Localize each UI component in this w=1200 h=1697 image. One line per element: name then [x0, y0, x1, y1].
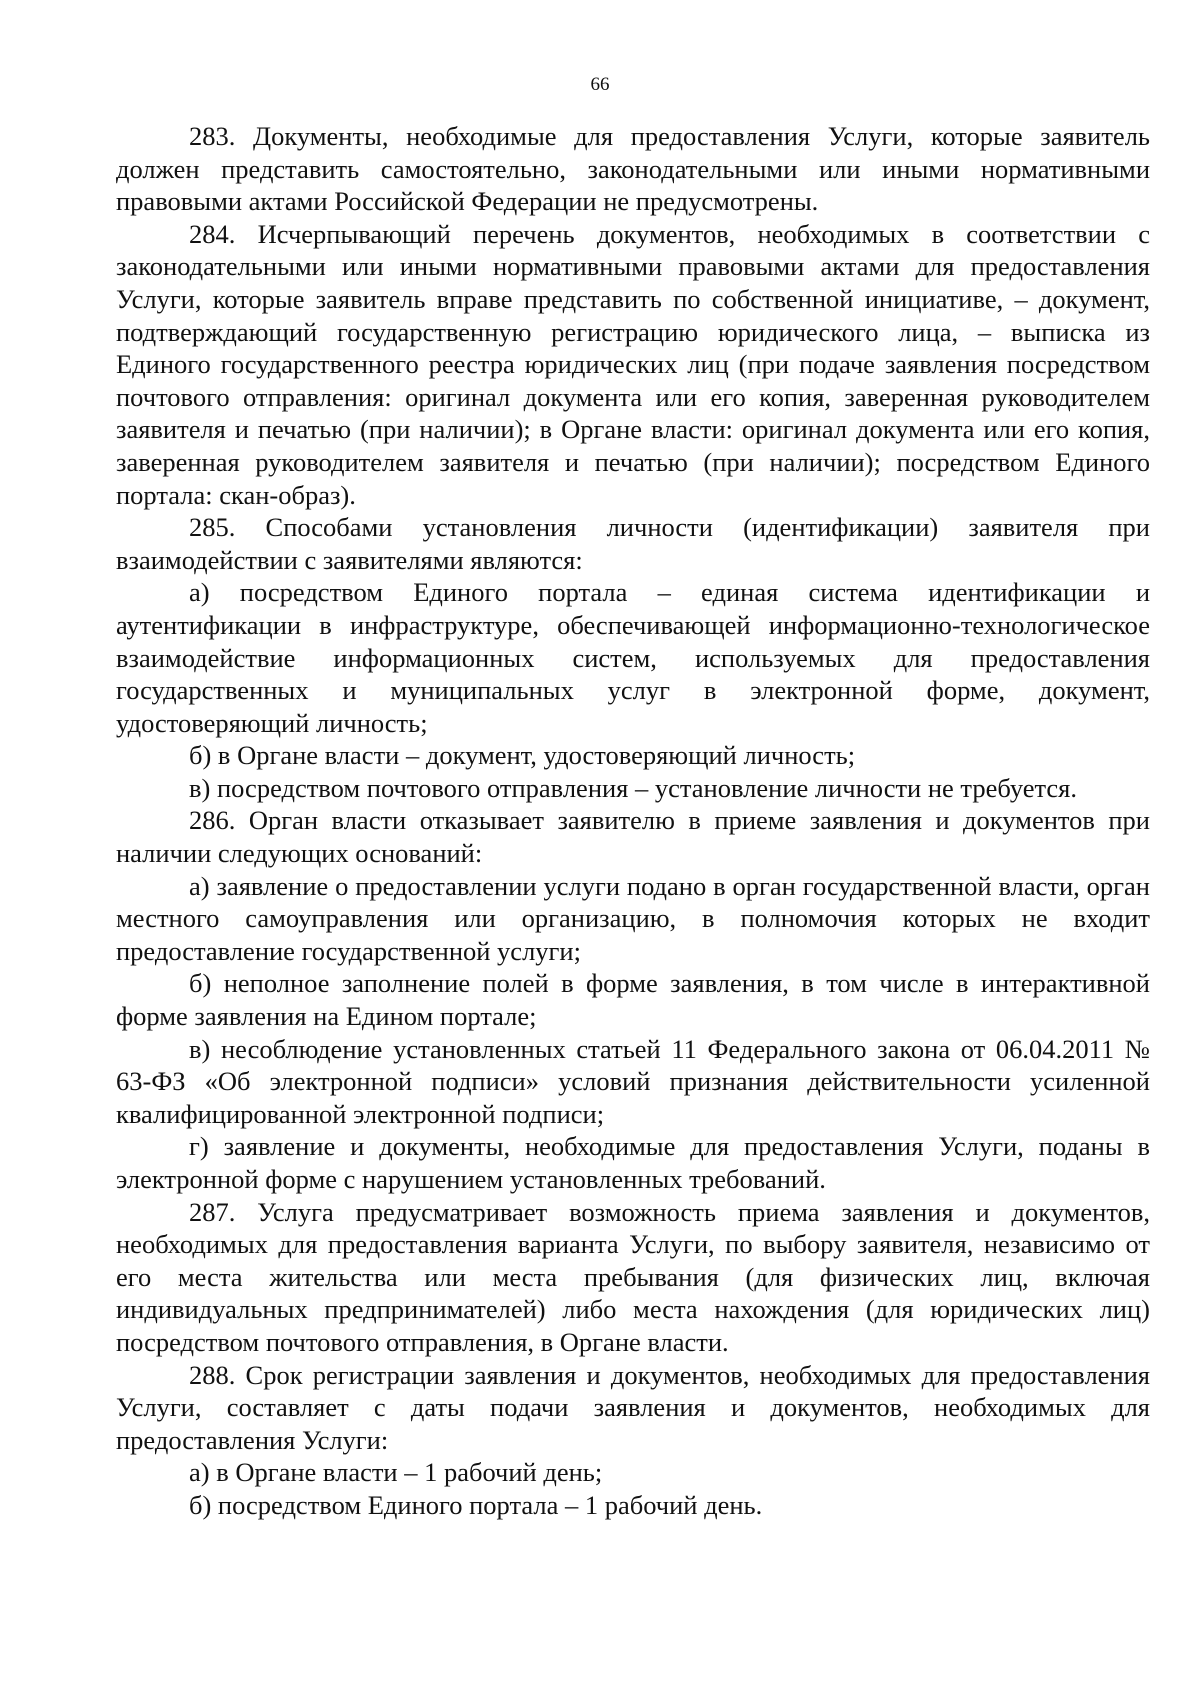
paragraph-288-item-b: б) посредством Единого портала – 1 рабочий день.	[189, 1489, 763, 1520]
paragraph-285-item-b: б) в Органе власти – документ, удостоверяющий личность;	[189, 740, 856, 771]
paragraph-286-item-a: а) заявление о предоставлении услуги подано в орган государственной власти, орган местного самоуправления или организацию, в полномочия которых не входит предоставление государственной услуги;	[116, 870, 1150, 966]
page-number: 66	[590, 74, 610, 95]
document-body	[116, 120, 1150, 1522]
paragraph-285-item-a: а) посредством Единого портала – единая система идентификации и аутентификации в инфраструктуре, обеспечивающей информационно-технологическое взаимодействие информационных систем, используемых для предоставления государственных и муниципальных услуг в электронной форме, документ, удостоверяющий личность;	[116, 577, 1150, 738]
paragraph-285-item-v: в) посредством почтового отправления – установление личности не требуется.	[189, 772, 1077, 803]
paragraph-288: 288. Срок регистрации заявления и документов, необходимых для предоставления Услуги, составляет с даты подачи заявления и документов, необходимых для предоставления Услуги:	[116, 1359, 1150, 1455]
paragraph-286-item-b: б) неполное заполнение полей в форме заявления, в том числе в интерактивной форме заявления на Едином портале;	[116, 968, 1150, 1032]
paragraph-283: 283. Документы, необходимые для предоставления Услуги, которые заявитель должен представить самостоятельно, законодательными или иными нормативными правовыми актами Российской Федерации не предусмотрены.	[116, 121, 1150, 217]
paragraph-286: 286. Орган власти отказывает заявителю в приеме заявления и документов при наличии следующих оснований:	[116, 805, 1150, 869]
paragraph-284: 284. Исчерпывающий перечень документов, необходимых в соответствии с законодательными или иными нормативными правовыми актами для предоставления Услуги, которые заявитель вправе представить по собственной инициативе, – документ, подтверждающий государственную регистрацию юридического лица, – выписка из Единого государственного реестра юридических лиц (при подаче заявления посредством почтового отправления: оригинал документа или его копия, заверенная руководителем заявителя и печатью (при наличии); в Органе власти: оригинал документа или его копия, заверенная руководителем заявителя и печатью (при наличии); посредством Единого портала: скан-образ).	[116, 218, 1150, 510]
paragraph-285: 285. Способами установления личности (идентификации) заявителя при взаимодействии с заявителями являются:	[116, 512, 1150, 575]
paragraph-286-item-v: в) несоблюдение установленных статьей 11 Федерального закона от 06.04.2011 № 63-ФЗ «Об электронной подписи» условий признания действительности усиленной квалифицированной электронной подписи;	[116, 1033, 1150, 1129]
paragraph-287: 287. Услуга предусматривает возможность приема заявления и документов, необходимых для предоставления варианта Услуги, по выбору заявителя, независимо от его места жительства или места пребывания (для физических лиц, включая индивидуальных предпринимателей) либо места нахождения (для юридических лиц) посредством почтового отправления, в Органе власти.	[116, 1196, 1150, 1357]
paragraph-286-item-g: г) заявление и документы, необходимые для предоставления Услуги, поданы в электронной форме с нарушением установленных требований.	[116, 1131, 1150, 1194]
paragraph-288-item-a: а) в Органе власти – 1 рабочий день;	[189, 1457, 603, 1488]
